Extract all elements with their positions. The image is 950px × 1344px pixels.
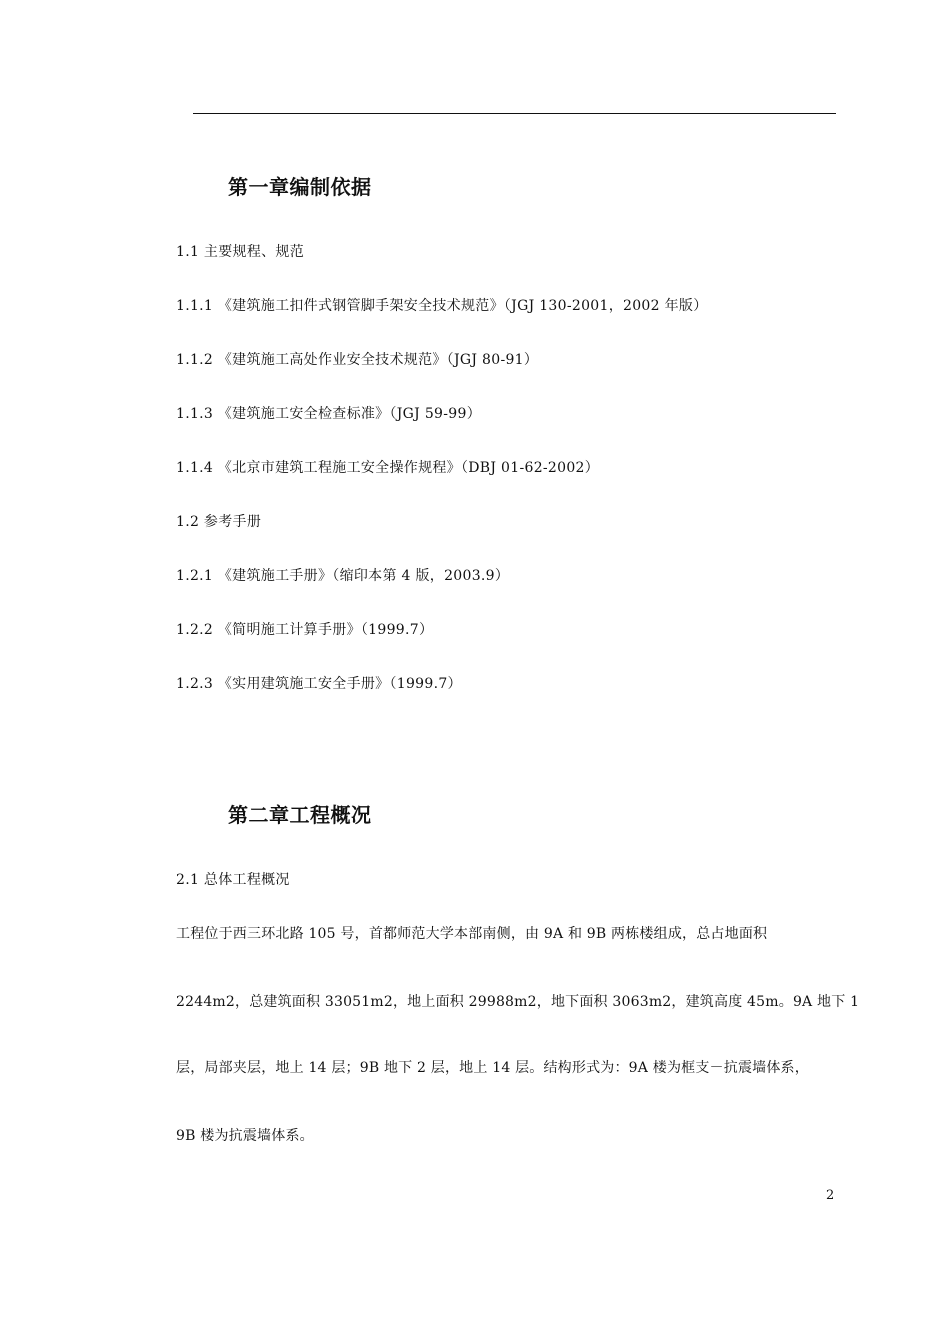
paragraph-line: 2244m2，总建筑面积 33051m2，地上面积 29988m2，地下面积 3063m2，建筑高度 45m。9A 地下 1 (176, 994, 860, 1010)
list-item: 1.1.1 《建筑施工扣件式钢管脚手架安全技术规范》（JGJ 130-2001，2002 年版） (176, 298, 708, 314)
chapter-2-title: 第二章工程概况 (228, 803, 372, 827)
page-number: 2 (826, 1188, 835, 1203)
paragraph-line: 层，局部夹层，地上 14 层；9B 地下 2 层，地上 14 层。结构形式为：9A 楼为框支－抗震墙体系， (176, 1060, 809, 1076)
header-rule (193, 113, 836, 114)
section-2-1-heading: 2.1 总体工程概况 (176, 872, 290, 888)
list-item: 1.1.2 《建筑施工高处作业安全技术规范》（JGJ 80-91） (176, 352, 539, 368)
chapter-1-title: 第一章编制依据 (228, 175, 372, 199)
list-item: 1.2.1 《建筑施工手册》（缩印本第 4 版，2003.9） (176, 568, 510, 584)
list-item: 1.2.2 《简明施工计算手册》（1999.7） (176, 622, 434, 638)
list-item: 1.1.3 《建筑施工安全检查标准》（JGJ 59-99） (176, 406, 481, 422)
paragraph-line: 工程位于西三环北路 105 号，首都师范大学本部南侧，由 9A 和 9B 两栋楼组成，总占地面积 (176, 926, 768, 942)
list-item: 1.1.4 《北京市建筑工程施工安全操作规程》（DBJ 01-62-2002） (176, 460, 600, 476)
list-item: 1.2.3 《实用建筑施工安全手册》（1999.7） (176, 676, 462, 692)
paragraph-line: 9B 楼为抗震墙体系。 (176, 1128, 314, 1144)
section-1-2-heading: 1.2 参考手册 (176, 514, 262, 530)
section-1-1-heading: 1.1 主要规程、规范 (176, 244, 305, 260)
